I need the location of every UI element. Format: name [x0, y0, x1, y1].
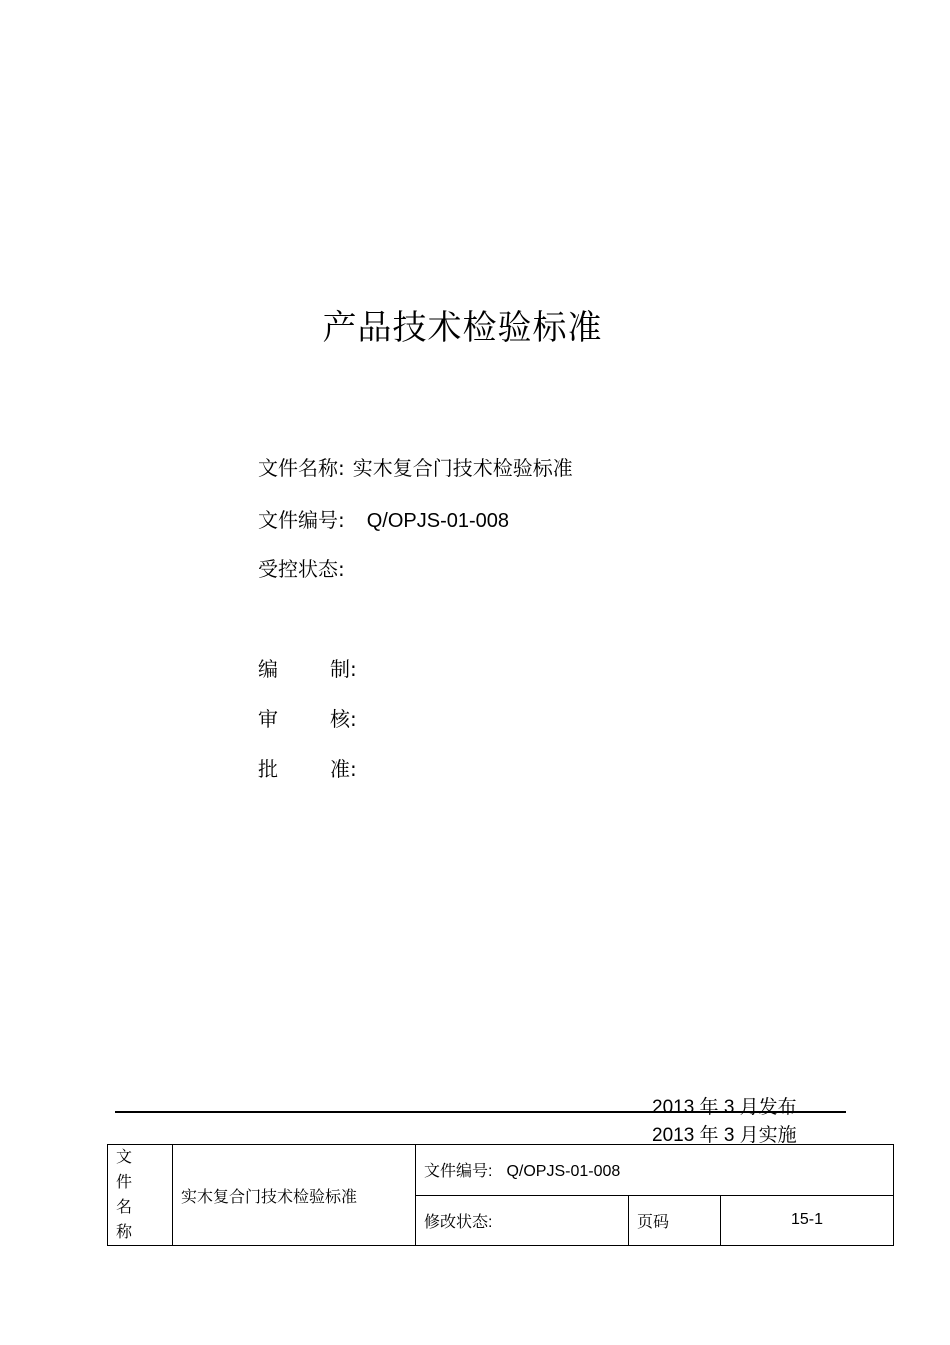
control-status-label: 受控状态:	[258, 557, 345, 581]
file-code-value: Q/OPJS-01-008	[506, 1163, 621, 1181]
publish-date: 2013 年 3 月发布	[652, 1097, 797, 1118]
reviewed-by-line	[258, 703, 357, 732]
file-name-header-bottom: 名 称	[116, 1199, 139, 1241]
file-name-header-cell	[108, 1145, 173, 1246]
file-name-header-top: 文 件	[116, 1149, 139, 1191]
file-code-label: 文件编号:	[424, 1163, 493, 1181]
control-status-line	[258, 553, 345, 582]
file-name-label: 文件名称:	[258, 456, 345, 480]
approved-by-char2: 准:	[330, 757, 357, 781]
approved-by-line	[258, 753, 357, 782]
compiled-by-line	[258, 653, 357, 682]
file-name-value: 实木复合门技术检验标准	[352, 456, 573, 480]
page-title: 产品技术检验标准	[322, 308, 603, 348]
reviewed-by-char1: 审	[258, 707, 278, 731]
file-code-cell	[416, 1145, 894, 1196]
file-name-value-cell: 实木复合门技术检验标准	[173, 1145, 416, 1246]
page-number-cell: 15-1	[721, 1195, 894, 1246]
file-number-line	[258, 504, 509, 533]
file-name-line	[258, 452, 573, 481]
approved-by-char1: 批	[258, 757, 278, 781]
compiled-by-char2: 制:	[330, 657, 357, 681]
effective-date: 2013 年 3 月实施	[652, 1125, 797, 1146]
file-number-label: 文件编号:	[258, 508, 345, 532]
file-number-value: Q/OPJS-01-008	[366, 510, 510, 532]
page-label-cell: 页码	[629, 1195, 721, 1246]
footer-divider	[115, 1111, 846, 1113]
revision-status-cell: 修改状态:	[416, 1195, 629, 1246]
reviewed-by-char2: 核:	[330, 707, 357, 731]
footer-info-table	[107, 1144, 894, 1246]
compiled-by-char1: 编	[258, 657, 278, 681]
